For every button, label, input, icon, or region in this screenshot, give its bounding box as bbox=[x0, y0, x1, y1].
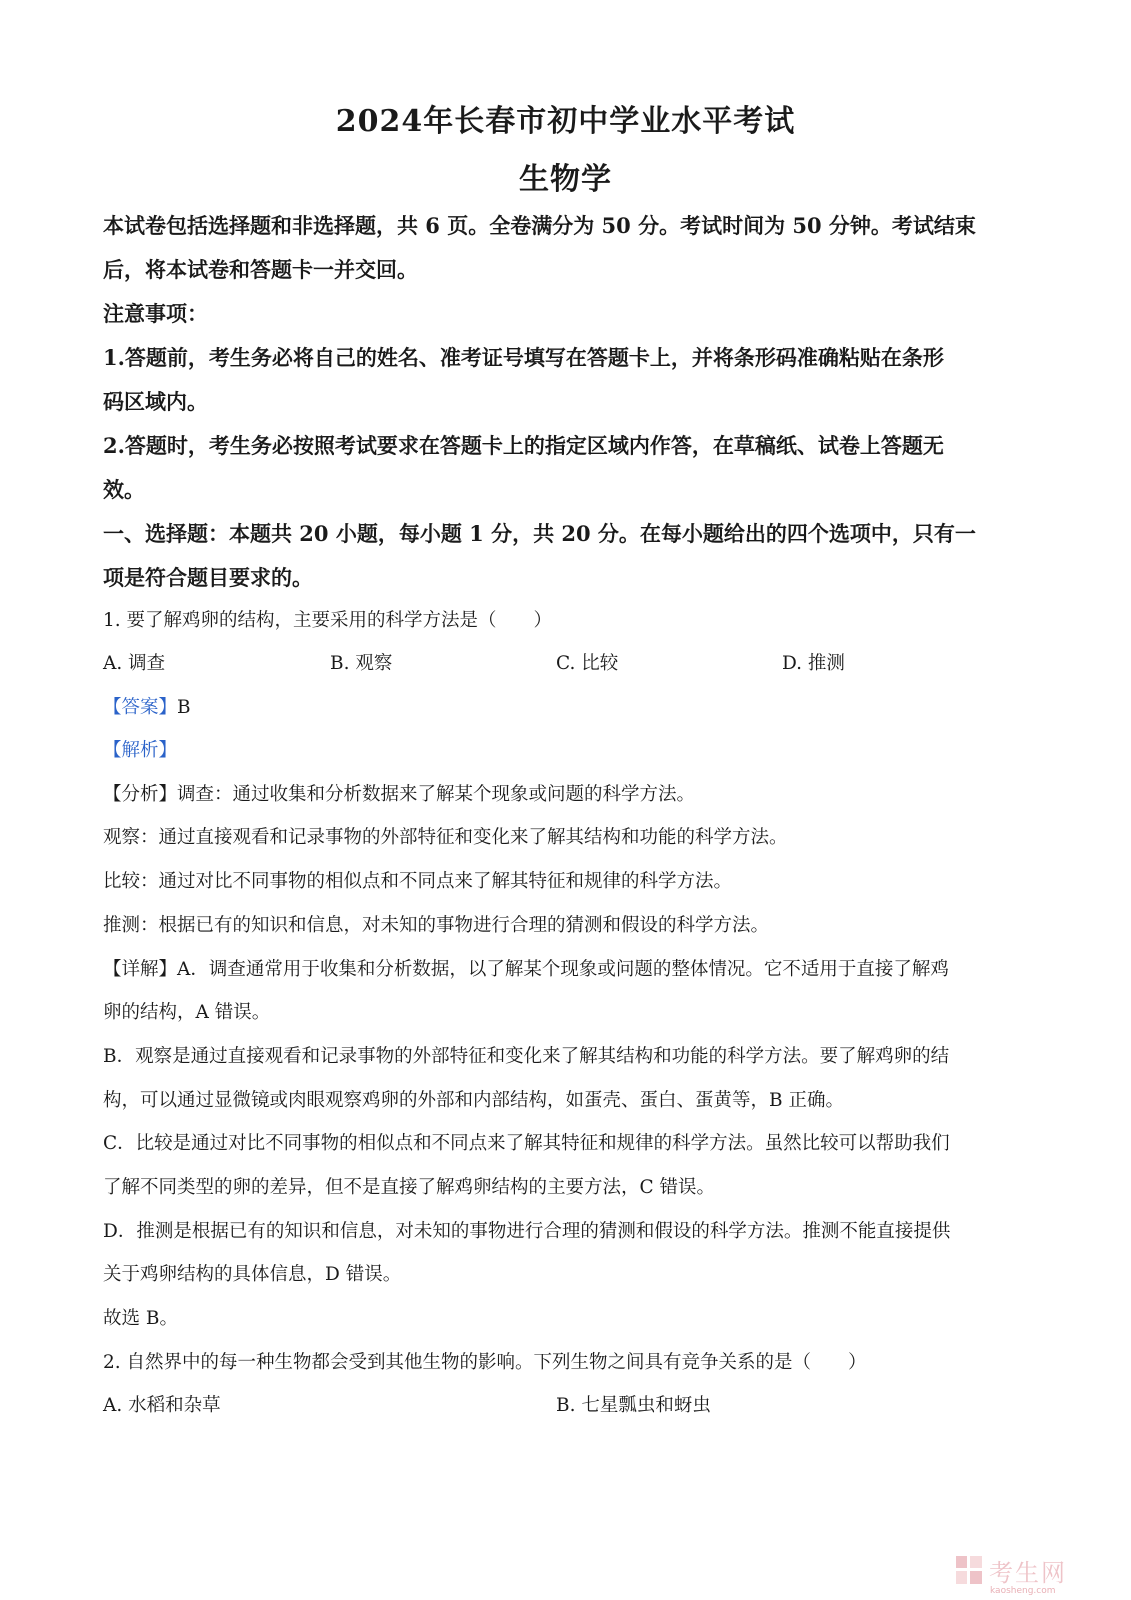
q1-option-a: A. 调查 bbox=[103, 653, 166, 674]
q1-option-d: D. 推测 bbox=[782, 653, 845, 674]
q1-bijiao: 比较：通过对比不同事物的相似点和不同点来了解其特征和规律的科学方法。 bbox=[103, 871, 733, 892]
question-1-stem: 1. 要了解鸡卵的结构，主要采用的科学方法是（ ） bbox=[103, 610, 553, 631]
question-2-stem: 2. 自然界中的每一种生物都会受到其他生物的影响。下列生物之间具有竞争关系的是（ ） bbox=[103, 1352, 867, 1373]
q2-option-a: A. 水稻和杂草 bbox=[103, 1395, 221, 1416]
answer-value: B bbox=[177, 697, 191, 718]
q1-tuice: 推测：根据已有的知识和信息，对未知的事物进行合理的猜测和假设的科学方法。 bbox=[103, 915, 770, 936]
kaosheng-logo-icon bbox=[955, 1555, 983, 1585]
q1-fenxi bbox=[103, 780, 695, 806]
q1-detail-b-line-1: B．观察是通过直接观看和记录事物的外部特征和变化来了解其结构和功能的科学方法。要了解鸡卵的结 bbox=[103, 1046, 950, 1067]
q1-detail-d-line-1: D．推测是根据已有的知识和信息，对未知的事物进行合理的猜测和假设的科学方法。推测不能直接提供 bbox=[103, 1221, 951, 1242]
note-1-line-2: 码区域内。 bbox=[103, 389, 208, 414]
q1-detail-b-line-2: 构，可以通过显微镜或肉眼观察鸡卵的外部和内部结构，如蛋壳、蛋白、蛋黄等，B 正确。 bbox=[103, 1090, 844, 1111]
section-1-heading-line-2: 项是符合题目要求的。 bbox=[103, 565, 313, 590]
q1-detail-line-1: 【详解】A．调查通常用于收集和分析数据，以了解某个现象或问题的整体情况。它不适用于直接了解鸡 bbox=[103, 959, 949, 980]
q1-detail-c-line-1: C．比较是通过对比不同事物的相似点和不同点来了解其特征和规律的科学方法。虽然比较可以帮助我们 bbox=[103, 1133, 950, 1154]
q1-detail-c-line-2: 了解不同类型的卵的差异，但不是直接了解鸡卵结构的主要方法，C 错误。 bbox=[103, 1177, 716, 1198]
note-2-line-1: 2.答题时，考生务必按照考试要求在答题卡上的指定区域内作答，在草稿纸、试卷上答题无 bbox=[103, 433, 944, 458]
watermark-url: kaosheng.com bbox=[990, 1586, 1056, 1596]
q1-conclusion: 故选 B。 bbox=[103, 1308, 178, 1329]
q1-option-b: B. 观察 bbox=[330, 653, 393, 674]
watermark-text: 考生网 bbox=[989, 1558, 1067, 1587]
q1-answer bbox=[103, 693, 191, 719]
intro-line-2: 后，将本试卷和答题卡一并交回。 bbox=[103, 257, 418, 282]
analysis-label: 【解析】 bbox=[103, 740, 178, 761]
answer-label: 【答案】 bbox=[103, 697, 178, 718]
q2-option-b: B. 七星瓢虫和蚜虫 bbox=[556, 1395, 711, 1416]
exam-title: 2024年长春市初中学业水平考试 bbox=[335, 104, 796, 139]
fenxi-text: 调查：通过收集和分析数据来了解某个现象或问题的科学方法。 bbox=[177, 784, 696, 805]
note-2-line-2: 效。 bbox=[103, 477, 145, 502]
intro-line-1: 本试卷包括选择题和非选择题，共 6 页。全卷满分为 50 分。考试时间为 50 分钟。考试结束 bbox=[103, 213, 976, 238]
q1-guancha: 观察：通过直接观看和记录事物的外部特征和变化来了解其结构和功能的科学方法。 bbox=[103, 827, 788, 848]
q1-detail-line-2: 卵的结构，A 错误。 bbox=[103, 1002, 271, 1023]
fenxi-label: 【分析】 bbox=[103, 784, 178, 805]
q1-detail-d-line-2: 关于鸡卵结构的具体信息，D 错误。 bbox=[103, 1264, 402, 1285]
note-1-line-1: 1.答题前，考生务必将自己的姓名、准考证号填写在答题卡上，并将条形码准确粘贴在条形 bbox=[103, 345, 944, 370]
q1-option-c: C. 比较 bbox=[556, 653, 619, 674]
watermark bbox=[955, 1550, 1125, 1590]
section-1-heading-line-1: 一、选择题：本题共 20 小题，每小题 1 分，共 20 分。在每小题给出的四个选项中，只有一 bbox=[103, 521, 976, 546]
subject-title: 生物学 bbox=[519, 162, 612, 197]
notes-heading: 注意事项： bbox=[103, 301, 208, 326]
